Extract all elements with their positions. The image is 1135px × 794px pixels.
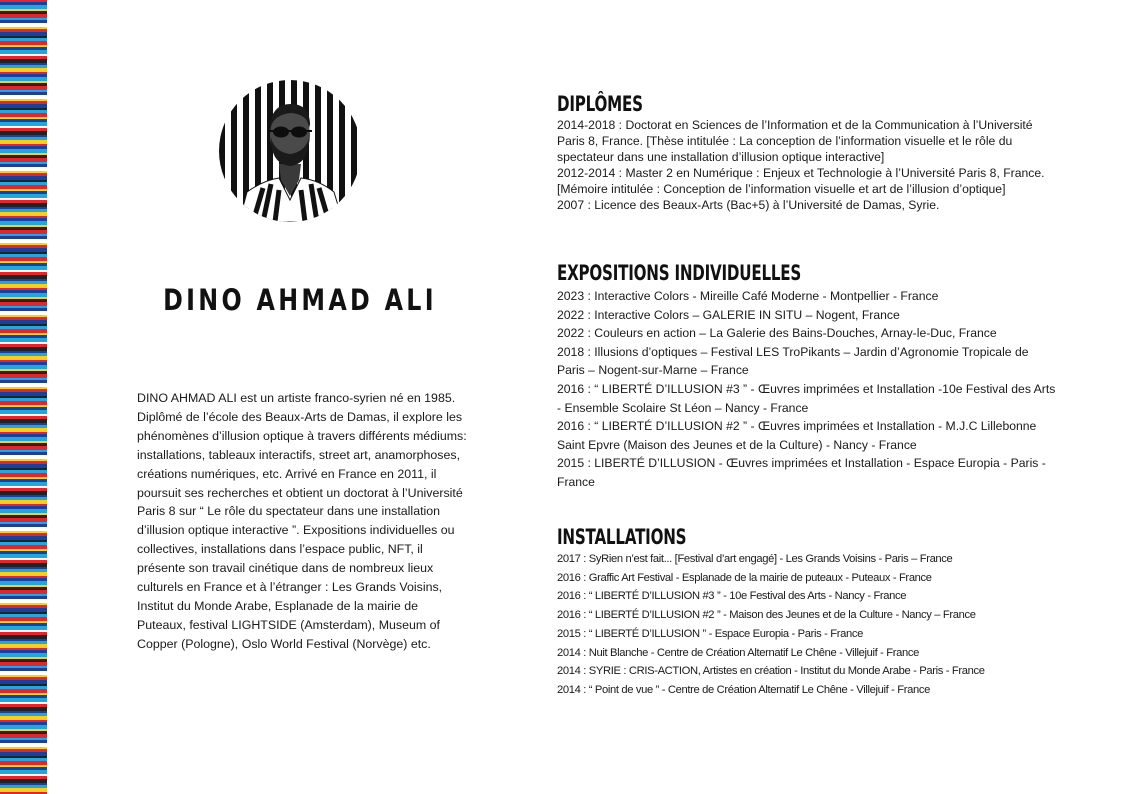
installation-entry: 2016 : Graffic Art Festival - Esplanade de la mairie de puteaux - Puteaux - France — [557, 571, 932, 584]
installation-entry: 2017 : SyRien n’est fait... [Festival d’art engagé] - Les Grands Voisins - Paris – France — [557, 553, 953, 565]
diplome-entry: 2012-2014 : Master 2 en Numérique : Enjeux et Technologie à l’Université Paris 8, France. [Mémoire intitulée : Conception de l’information visuelle et art de l’illusion d’optique] — [557, 166, 1045, 196]
installations-section — [557, 526, 1057, 700]
installation-entry: 2016 : “ LIBERTÉ D’ILLUSION #3 ” - 10e Festival des Arts - Nancy - France — [557, 590, 907, 603]
expositions-heading: EXPOSITIONS INDIVIDUELLES — [557, 261, 802, 285]
diplomes-section — [557, 93, 1057, 213]
diplome-entry: 2007 : Licence des Beaux-Arts (Bac+5) à l’Université de Damas, Syrie. — [557, 198, 940, 212]
installation-entry: 2014 : Nuit Blanche - Centre de Création Alternatif Le Chêne - Villejuif - France — [557, 646, 919, 659]
exposition-entry: 2023 : Interactive Colors - Mireille Café Moderne - Montpellier - France — [557, 289, 939, 303]
installations-heading: INSTALLATIONS — [557, 525, 687, 549]
artist-biography: DINO AHMAD ALI est un artiste franco-syrien né en 1985. Diplômé de l’école des Beaux-Arts de Damas, il explore les phénomènes d’illusion optique à travers différents médiums: installations, tableaux interactifs, street art, anamorphoses, créations numériques, etc. Arrivé en France en 2011, il poursuit ses recherches et obtient un doctorat à l’Université Paris 8 sur “ Le rôle du spectateur dans une installation d’illusion optique interactive ”. Expositions individuelles ou collectives, installations dans l’espace public, NFT, il présente son travail cinétique dans de nombreux lieux culturels en France et à l’étranger : Les Grands Voisins, Institut du Monde Arabe, Esplanade de la mairie de Puteaux, festival LIGHTSIDE (Amsterdam), Museum of Copper (Pologne), Oslo World Festival (Norvège) etc. — [137, 391, 467, 651]
installation-entry: 2014 : SYRIE : CRIS-ACTION, Artistes en création - Institut du Monde Arabe - Paris - France — [557, 665, 985, 678]
installation-entry: 2015 : “ LIBERTÉ D’ILLUSION ” - Espace Europia - Paris - France — [557, 627, 864, 640]
diplome-entry: 2014-2018 : Doctorat en Sciences de l’Information et de la Communication à l’Université Paris 8, France. [Thèse intitulée : La conception de l’information visuelle et le rôle du spectateur dans une installation d’illusion optique interactive] — [557, 118, 1033, 164]
diplomes-list — [557, 117, 1057, 213]
exposition-entry: 2022 : Couleurs en action – La Galerie des Bains-Douches, Arnay-le-Duc, France — [557, 326, 997, 341]
expositions-list — [557, 287, 1057, 492]
diplomes-heading: DIPLÔMES — [557, 92, 643, 116]
decorative-stripe-bar — [0, 0, 47, 794]
exposition-entry: 2018 : Illusions d’optiques – Festival LES TroPikants – Jardin d’Agronomie Tropicale de Paris – Nogent-sur-Marne – France — [557, 344, 1029, 378]
exposition-entry: 2016 : “ LIBERTÉ D’ILLUSION #2 ” - Œuvres imprimées et Installation - M.J.C Lillebonne Saint Epvre (Maison des Jeunes et de la Culture) - Nancy - France — [557, 419, 1037, 452]
artist-portrait-photo — [219, 80, 361, 222]
exposition-entry: 2016 : “ LIBERTÉ D’ILLUSION #3 ” - Œuvres imprimées et Installation -10e Festival des Arts - Ensemble Scolaire St Léon – Nancy - France — [557, 381, 1056, 415]
installations-list — [557, 550, 1057, 700]
exposition-entry: 2022 : Interactive Colors – GALERIE IN SITU – Nogent, France — [557, 307, 900, 322]
expositions-section — [557, 262, 1057, 492]
installation-entry: 2016 : “ LIBERTÉ D’ILLUSION #2 ” - Maison des Jeunes et de la Culture - Nancy – France — [557, 609, 976, 622]
exposition-entry: 2015 : LIBERTÉ D’ILLUSION - Œuvres imprimées et Installation - Espace Europia - Paris - France — [557, 456, 1046, 489]
installation-entry: 2014 : “ Point de vue ” - Centre de Création Alternatif Le Chêne - Villejuif - France — [557, 683, 931, 696]
artist-name-heading: DINO AHMAD ALI — [163, 283, 437, 317]
